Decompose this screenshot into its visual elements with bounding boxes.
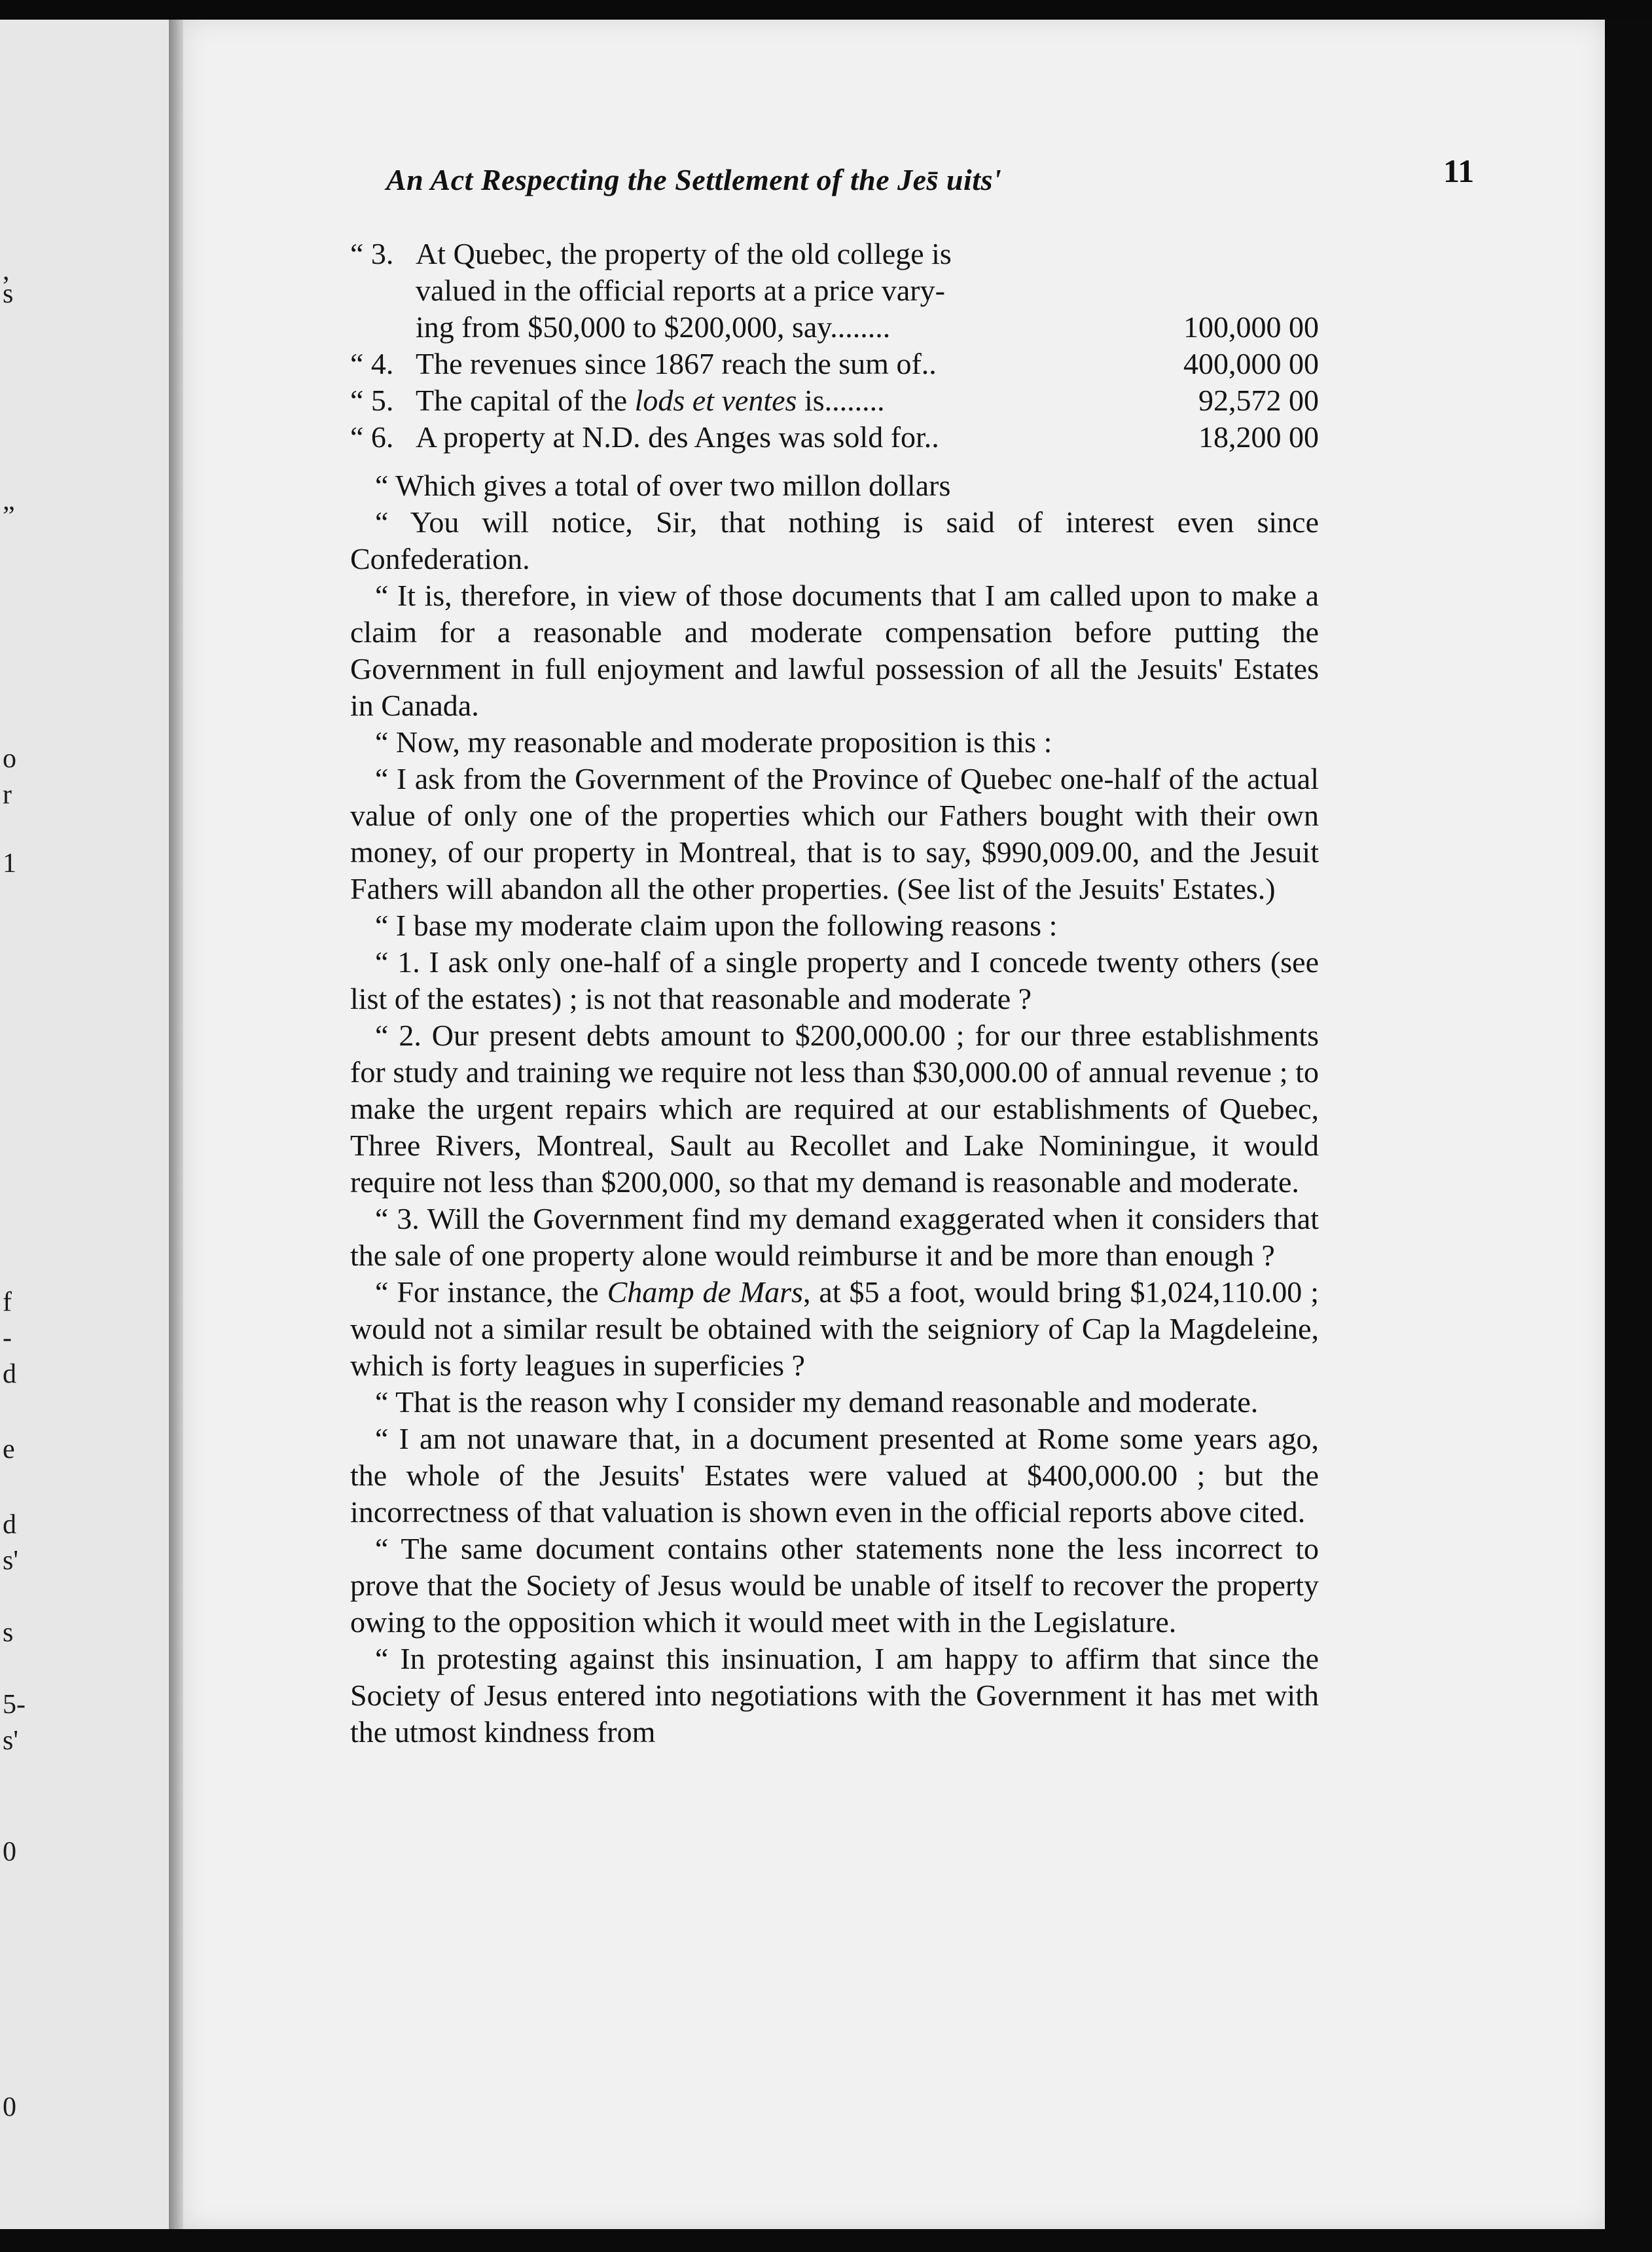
list-item-amount: 100,000 00 <box>1183 310 1319 344</box>
paragraph-italic-text: Champ de Mars <box>607 1275 803 1309</box>
list-item-number: “ 6. <box>350 420 394 454</box>
paragraph: “ I base my moderate claim upon the following reasons : <box>375 909 1058 942</box>
paragraph: “ In protesting against this insinuation, I am happy to affirm that since the Society of Jesus entered into negotiations with the Government it has met with the utmost kindness from <box>350 1642 1319 1749</box>
margin-fragment: e <box>3 1434 15 1464</box>
list-item-line <box>416 382 885 419</box>
margin-fragment: s' <box>3 1546 18 1576</box>
film-border-right <box>1605 20 1652 2229</box>
list-item <box>350 346 1319 382</box>
list-item-line: valued in the official reports at a price vary- <box>416 274 945 307</box>
list-item-text: is........ <box>797 384 885 417</box>
film-border-top <box>0 0 1652 22</box>
list-item-number: “ 4. <box>350 347 394 380</box>
margin-fragment: s <box>3 279 14 309</box>
film-border-bottom <box>0 2229 1652 2252</box>
paragraph: “ You will notice, Sir, that nothing is said of interest even since Confederation. <box>350 505 1319 575</box>
margin-fragment: - <box>3 1323 12 1353</box>
previous-page-margin <box>0 20 169 2229</box>
paragraph: “ It is, therefore, in view of those documents that I am called upon to make a claim for a reasonable and moderate compensation before putting the Government in full enjoyment and lawful possession of all the Jesuits' Estates in Canada. <box>350 579 1319 722</box>
list-item <box>350 272 1319 309</box>
margin-fragment: s' <box>3 1726 18 1756</box>
margin-fragment: 1 <box>3 848 16 879</box>
paragraph: “ I ask from the Government of the Province of Quebec one-half of the actual value of only one of the properties which our Fathers bought with their own money, of our property in Montreal, that is to say, $990,009.00, and the Jesuit Fathers will abandon all the other properties. (See list of the Jesuits' Estates.) <box>350 762 1319 905</box>
paragraph: “ I am not unaware that, in a document presented at Rome some years ago, the whole of the Jesuits' Estates were valued at $400,000.00 ; but the incorrectness of that valuation is shown even in the official reports above cited. <box>350 1422 1319 1529</box>
list-item-line: At Quebec, the property of the old college is <box>416 237 952 270</box>
margin-fragment: 0 <box>3 1837 16 1867</box>
margin-fragment: r <box>3 780 12 810</box>
margin-fragment: ” <box>3 501 15 532</box>
paragraph: “ Now, my reasonable and moderate proposition is this : <box>375 725 1052 759</box>
list-item-line: ing from $50,000 to $200,000, say........ <box>416 310 891 344</box>
list-item-amount: 400,000 00 <box>1183 347 1319 380</box>
list-item-number: “ 5. <box>350 384 394 417</box>
margin-fragment: d <box>3 1510 16 1540</box>
paragraph: “ Which gives a total of over two millon dollars <box>375 469 951 502</box>
list-item <box>350 419 1319 456</box>
margin-fragment: o <box>3 744 16 774</box>
book-gutter <box>169 20 183 2229</box>
margin-fragment: s <box>3 1618 14 1648</box>
margin-fragment: d <box>3 1359 16 1389</box>
body-text <box>350 236 1319 1751</box>
paragraph-text: “ For instance, the <box>375 1275 607 1309</box>
paragraph: “ 1. I ask only one-half of a single property and I concede twenty others (see list of the estates) ; is not that reasonable and moderate ? <box>350 945 1319 1015</box>
paragraph: “ 3. Will the Government find my demand exaggerated when it considers that the sale of one property alone would reimburse it and be more than enough ? <box>350 1202 1319 1272</box>
margin-fragment: 0 <box>3 2092 16 2122</box>
list-item <box>350 382 1319 419</box>
paragraph: “ That is the reason why I consider my demand reasonable and moderate. <box>375 1385 1259 1419</box>
list-item-line: A property at N.D. des Anges was sold for.. <box>416 420 939 454</box>
margin-fragment: , <box>3 256 10 286</box>
list-item-text: The capital of the <box>416 384 635 417</box>
page-number: 11 <box>1443 153 1475 189</box>
list-item-italic-text: lods et ventes <box>634 384 797 417</box>
paragraph: “ 2. Our present debts amount to $200,000.00 ; for our three establishments for study and training we require not less than $30,000.00 of annual revenue ; to make the urgent repairs which are required at our establishments of Quebec, Three Rivers, Montreal, Sault au Recollet and Lake Nominingue, it would require not less than $200,000, so that my demand is reasonable and moderate. <box>350 1019 1319 1199</box>
running-head: An Act Respecting the Settlement of the Jes̄ uits' <box>386 163 1002 196</box>
paragraph-text: , at $5 a foot, would bring $1,024,110.00 ; would not a similar result be obtained with the seigniory of Cap la Magdeleine, which is forty leagues in superficies ? <box>350 1275 1319 1382</box>
list-item-amount: 18,200 00 <box>1198 420 1319 454</box>
list-item <box>350 236 1319 272</box>
paragraph: “ The same document contains other statements none the less incorrect to prove that the Society of Jesus would be unable of itself to recover the property owing to the opposition which it would meet with in the Legislature. <box>350 1532 1319 1639</box>
margin-fragment: 5- <box>3 1690 26 1720</box>
margin-fragment: f <box>3 1287 12 1317</box>
list-item-number: “ 3. <box>350 237 394 270</box>
list-item-amount: 92,572 00 <box>1198 384 1319 417</box>
list-item-line: The revenues since 1867 reach the sum of.. <box>416 347 937 380</box>
paragraph <box>350 1274 1319 1384</box>
list-item <box>350 309 1319 346</box>
